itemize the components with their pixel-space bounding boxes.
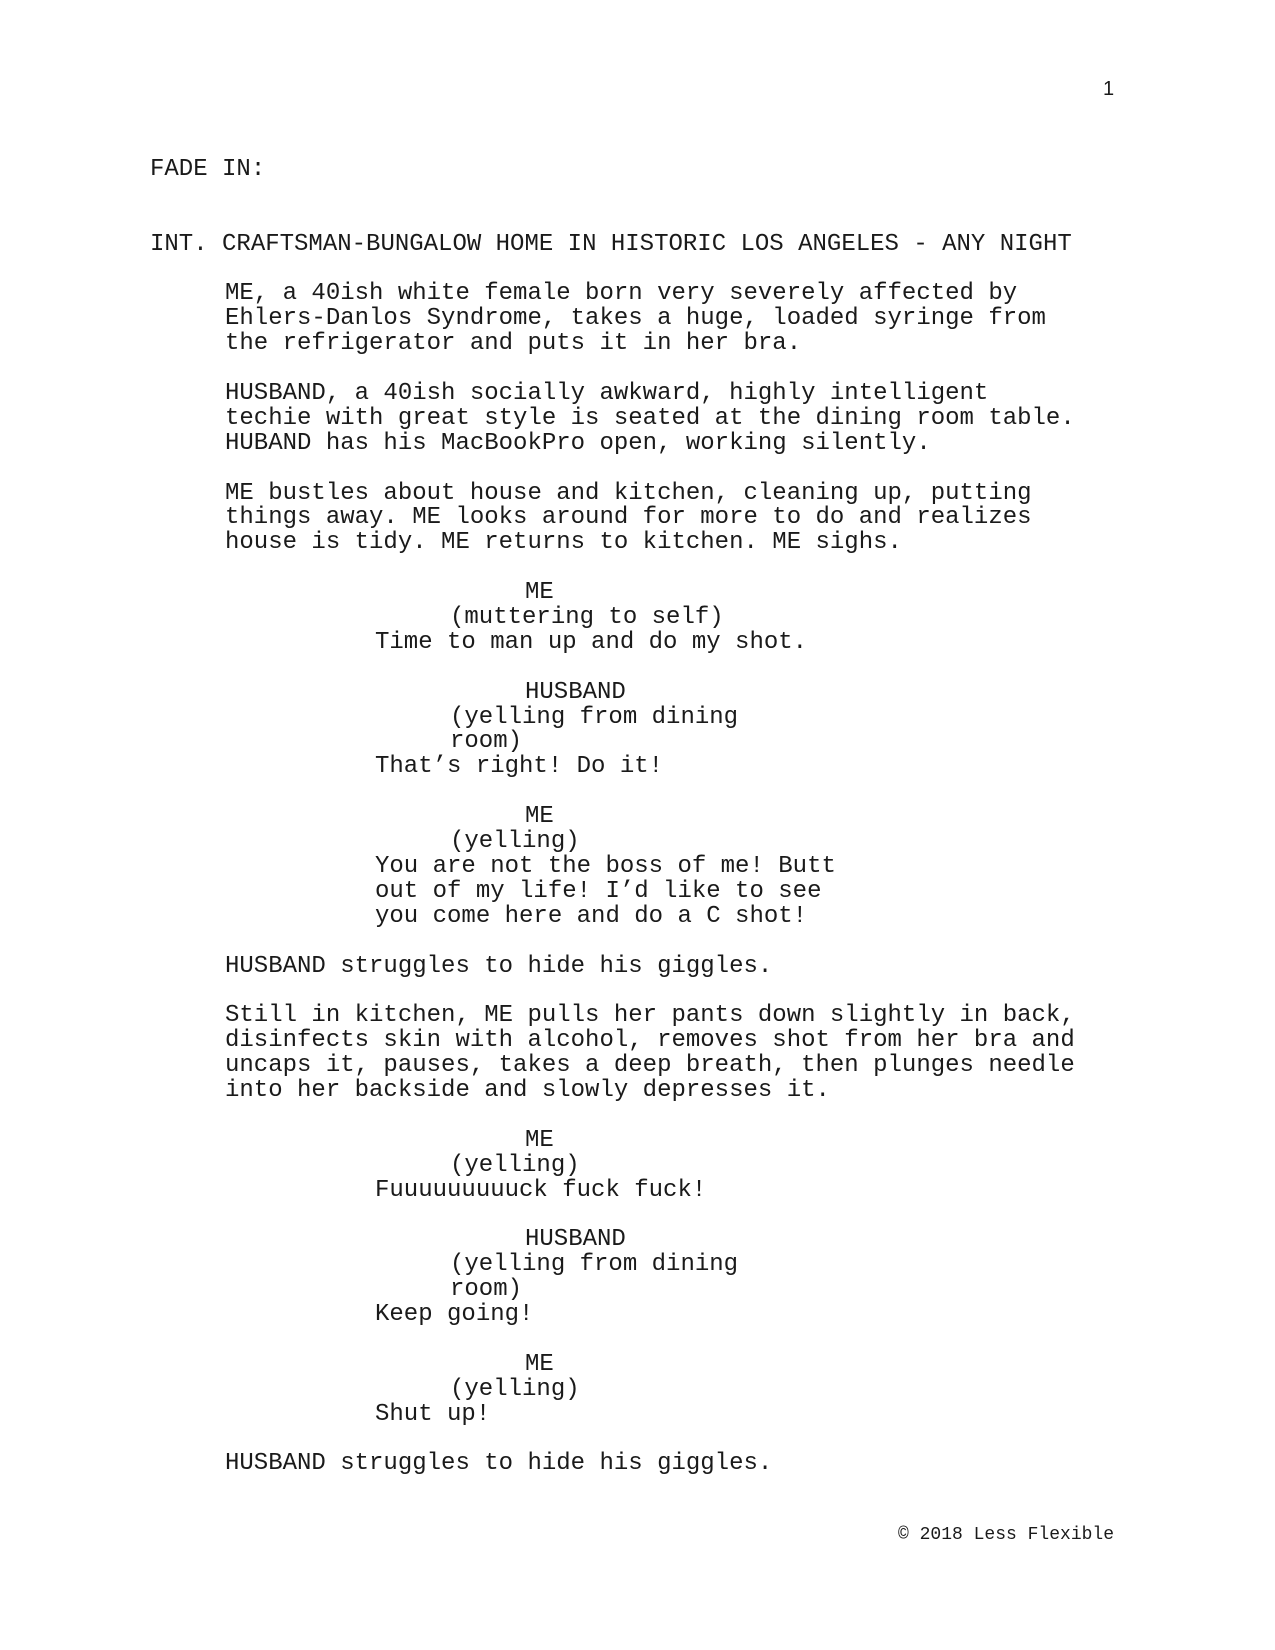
page-number: 1 — [1103, 78, 1115, 100]
parenthetical: (yelling) — [450, 1151, 580, 1179]
action-block — [0, 282, 1275, 357]
character-name: ME — [525, 579, 554, 607]
spacer — [0, 183, 1275, 208]
action-line: Ehlers-Danlos Syndrome, takes a huge, loaded syringe from — [225, 305, 1046, 333]
action-line: ME, a 40ish white female born very severely affected by — [225, 280, 1018, 308]
parenthetical: (yelling) — [450, 1375, 580, 1403]
action-line: techie with great style is seated at the dining room table. — [225, 404, 1075, 432]
character-name: HUSBAND — [525, 678, 626, 706]
parenthetical: room) — [450, 1276, 523, 1304]
parenthetical: room) — [450, 728, 523, 756]
spacer — [0, 258, 1275, 283]
transition: FADE IN: — [150, 156, 266, 183]
dialogue-block — [0, 1350, 1275, 1428]
character-name: ME — [525, 1350, 554, 1378]
action-line: uncaps it, pauses, takes a deep breath, then plunges needle — [225, 1052, 1075, 1080]
dialogue-block — [0, 678, 1275, 781]
dialogue-line: You are not the boss of me! Butt — [375, 852, 836, 880]
action-line: things away. ME looks around for more to do and realizes — [225, 504, 1032, 532]
action-line: HUSBAND struggles to hide his giggles. — [225, 952, 773, 980]
action-line: HUSBAND, a 40ish socially awkward, highly intelligent — [225, 380, 989, 408]
dialogue-block — [0, 1126, 1275, 1204]
dialogue-block — [0, 581, 1275, 656]
spacer — [0, 357, 1275, 382]
action-line: the refrigerator and puts it in her bra. — [225, 330, 802, 358]
action-block — [0, 382, 1275, 457]
parenthetical: (yelling from dining — [450, 1251, 739, 1279]
action-line: house is tidy. ME returns to kitchen. ME sighs. — [225, 529, 902, 557]
spacer — [0, 556, 1275, 581]
spacer — [0, 1203, 1275, 1228]
spacer — [0, 1104, 1275, 1129]
action-line: Still in kitchen, ME pulls her pants down slightly in back, — [225, 1002, 1075, 1030]
parenthetical: (yelling) — [450, 828, 580, 856]
dialogue-line: Fuuuuuuuuuck fuck fuck! — [375, 1176, 707, 1204]
parenthetical: (muttering to self) — [450, 604, 724, 632]
character-name: HUSBAND — [525, 1226, 626, 1254]
dialogue-line: you come here and do a C shot! — [375, 902, 808, 930]
dialogue-line: Time to man up and do my shot. — [375, 628, 808, 656]
dialogue-block — [0, 1228, 1275, 1328]
action-line: HUSBAND struggles to hide his giggles. — [225, 1450, 773, 1478]
character-name: ME — [525, 803, 554, 831]
screenplay-page — [0, 158, 1275, 1477]
spacer — [0, 979, 1275, 1004]
scene-heading: INT. CRAFTSMAN-BUNGALOW HOME IN HISTORIC LOS ANGELES - ANY NIGHT — [150, 230, 1072, 258]
action-block — [0, 1452, 1275, 1477]
dialogue-line: out of my life! I’d like to see — [375, 877, 822, 905]
spacer — [0, 1427, 1275, 1452]
spacer — [0, 208, 1275, 233]
action-line: HUBAND has his MacBookPro open, working silently. — [225, 429, 931, 457]
spacer — [0, 656, 1275, 681]
action-line: into her backside and slowly depresses it. — [225, 1076, 830, 1104]
parenthetical: (yelling from dining — [450, 703, 739, 731]
spacer — [0, 457, 1275, 482]
action-line: ME bustles about house and kitchen, cleaning up, putting — [225, 479, 1032, 507]
dialogue-line: That’s right! Do it! — [375, 753, 664, 781]
dialogue-line: Keep going! — [375, 1300, 534, 1328]
action-block — [0, 952, 1275, 980]
dialogue-block — [0, 805, 1275, 929]
spacer — [0, 780, 1275, 805]
spacer — [0, 930, 1275, 955]
action-block — [0, 1004, 1275, 1104]
action-block — [0, 479, 1275, 557]
character-name: ME — [525, 1126, 554, 1154]
spacer — [0, 1328, 1275, 1353]
copyright-notice: © 2018 Less Flexible — [898, 1525, 1115, 1545]
action-line: disinfects skin with alcohol, removes shot from her bra and — [225, 1027, 1075, 1055]
dialogue-line: Shut up! — [375, 1400, 491, 1428]
